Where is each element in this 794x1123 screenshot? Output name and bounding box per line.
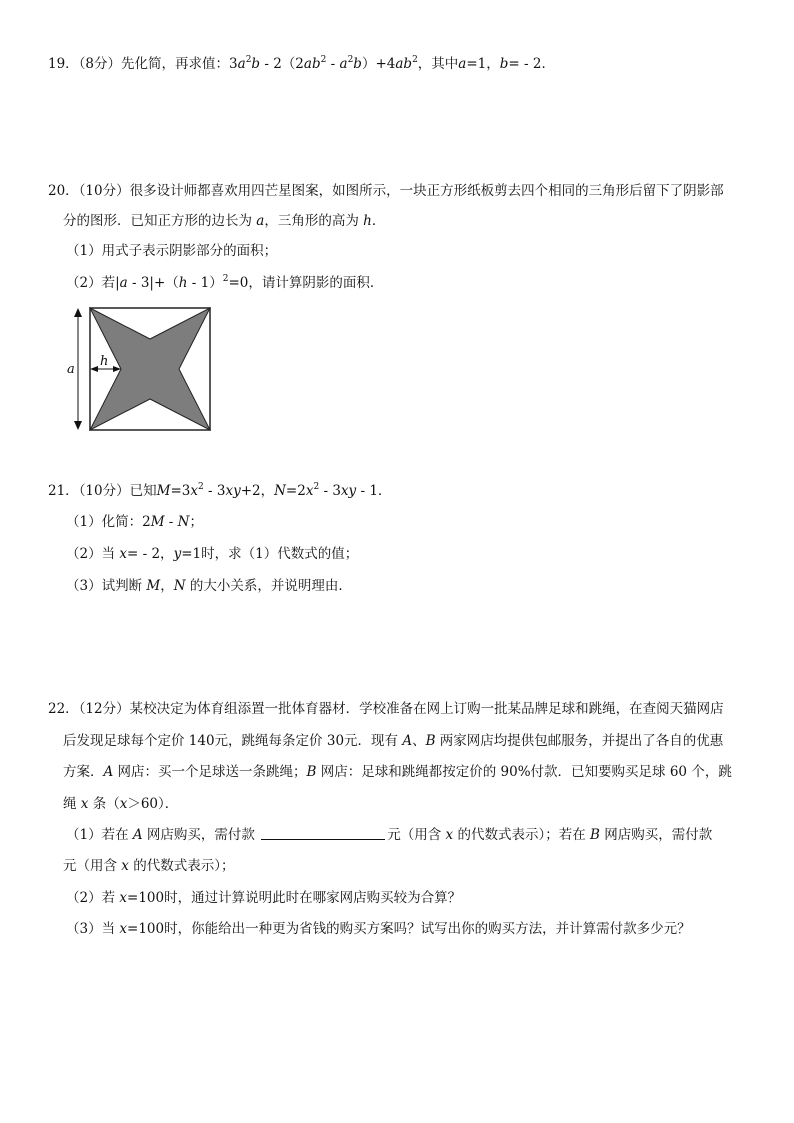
side-length-label: a	[67, 362, 75, 377]
arrow-head-top	[74, 308, 82, 317]
arrow-head-bottom	[74, 421, 82, 430]
q22-line-3: 方案．A 网店：买一个足球送一条跳绳；B 网店：足球和跳绳都按定价的 90%付款．已知要购买足球 60 个，跳	[63, 764, 732, 780]
four-point-star-figure	[60, 300, 220, 436]
q22-subquestion-2: （2）若 x=100时，通过计算说明此时在哪家网店购买较为合算？	[66, 890, 462, 906]
question-number: 22．	[48, 701, 79, 717]
q20-line-2: 分的图形．已知正方形的边长为 a，三角形的高为 h．	[63, 213, 386, 229]
question-score: （8分）	[78, 56, 122, 72]
q21-subquestion-3: （3）试判断 M，N 的大小关系，并说明理由．	[66, 578, 352, 594]
question-score: （12分）	[78, 701, 130, 717]
question-number: 19．	[48, 56, 79, 72]
q19-line: 19．（8分）先化简，再求值：$3a^2b - 2(2ab^2 - a^2b)+4ab^2$，其中a=1，b= - 2．	[48, 55, 555, 72]
q20-subquestion-2: （2）若|a - 3|+（h - 1）$^2$=0，请计算阴影的面积．	[66, 274, 384, 291]
answer-blank[interactable]	[261, 827, 385, 840]
q21-subquestion-2: （2）当 x= - 2，y=1时，求（1）代数式的值；	[66, 546, 359, 562]
q21-subquestion-1: （1）化简：2M - N；	[66, 514, 203, 530]
q22-subquestion-3: （3）当 x=100时，你能给出一种更为省钱的购买方案吗？试写出你的购买方法，并计算需付款多少元？	[66, 921, 691, 937]
q21-line: 21．（10分）已知$M=3x^2 - 3xy+2$，$N=2x^2 - 3xy - 1$．	[48, 482, 392, 499]
q22-line-1: 22．（12分）某校决定为体育组添置一批体育器材．学校准备在网上订购一批某品牌足球和跳绳，在查阅天猫网店	[48, 701, 724, 717]
q20-subquestion-1: （1）用式子表示阴影部分的面积；	[66, 243, 278, 259]
height-label: h	[100, 354, 109, 369]
q22-subquestion-1-cont: 元（用含 x 的代数式表示）；	[63, 858, 235, 874]
question-score: （10分）	[78, 183, 130, 199]
question-score: （10分）	[78, 483, 130, 499]
q22-line-2: 后发现足球每个定价 140元，跳绳每条定价 30元．现有 A、B 两家网店均提供包邮服务，并提出了各自的优惠	[63, 733, 724, 749]
q22-subquestion-1: （1）若在 A 网店购买，需付款 元（用含 x 的代数式表示）；若在 B 网店购买，需付款	[66, 827, 713, 843]
q22-line-4: 绳 x 条（x＞60）．	[63, 796, 179, 812]
question-number: 20．	[48, 183, 79, 199]
q20-line-1: 20．（10分）很多设计师都喜欢用四芒星图案，如图所示，一块正方形纸板剪去四个相同的三角形后留下了阴影部	[48, 183, 724, 199]
question-number: 21．	[48, 483, 79, 499]
